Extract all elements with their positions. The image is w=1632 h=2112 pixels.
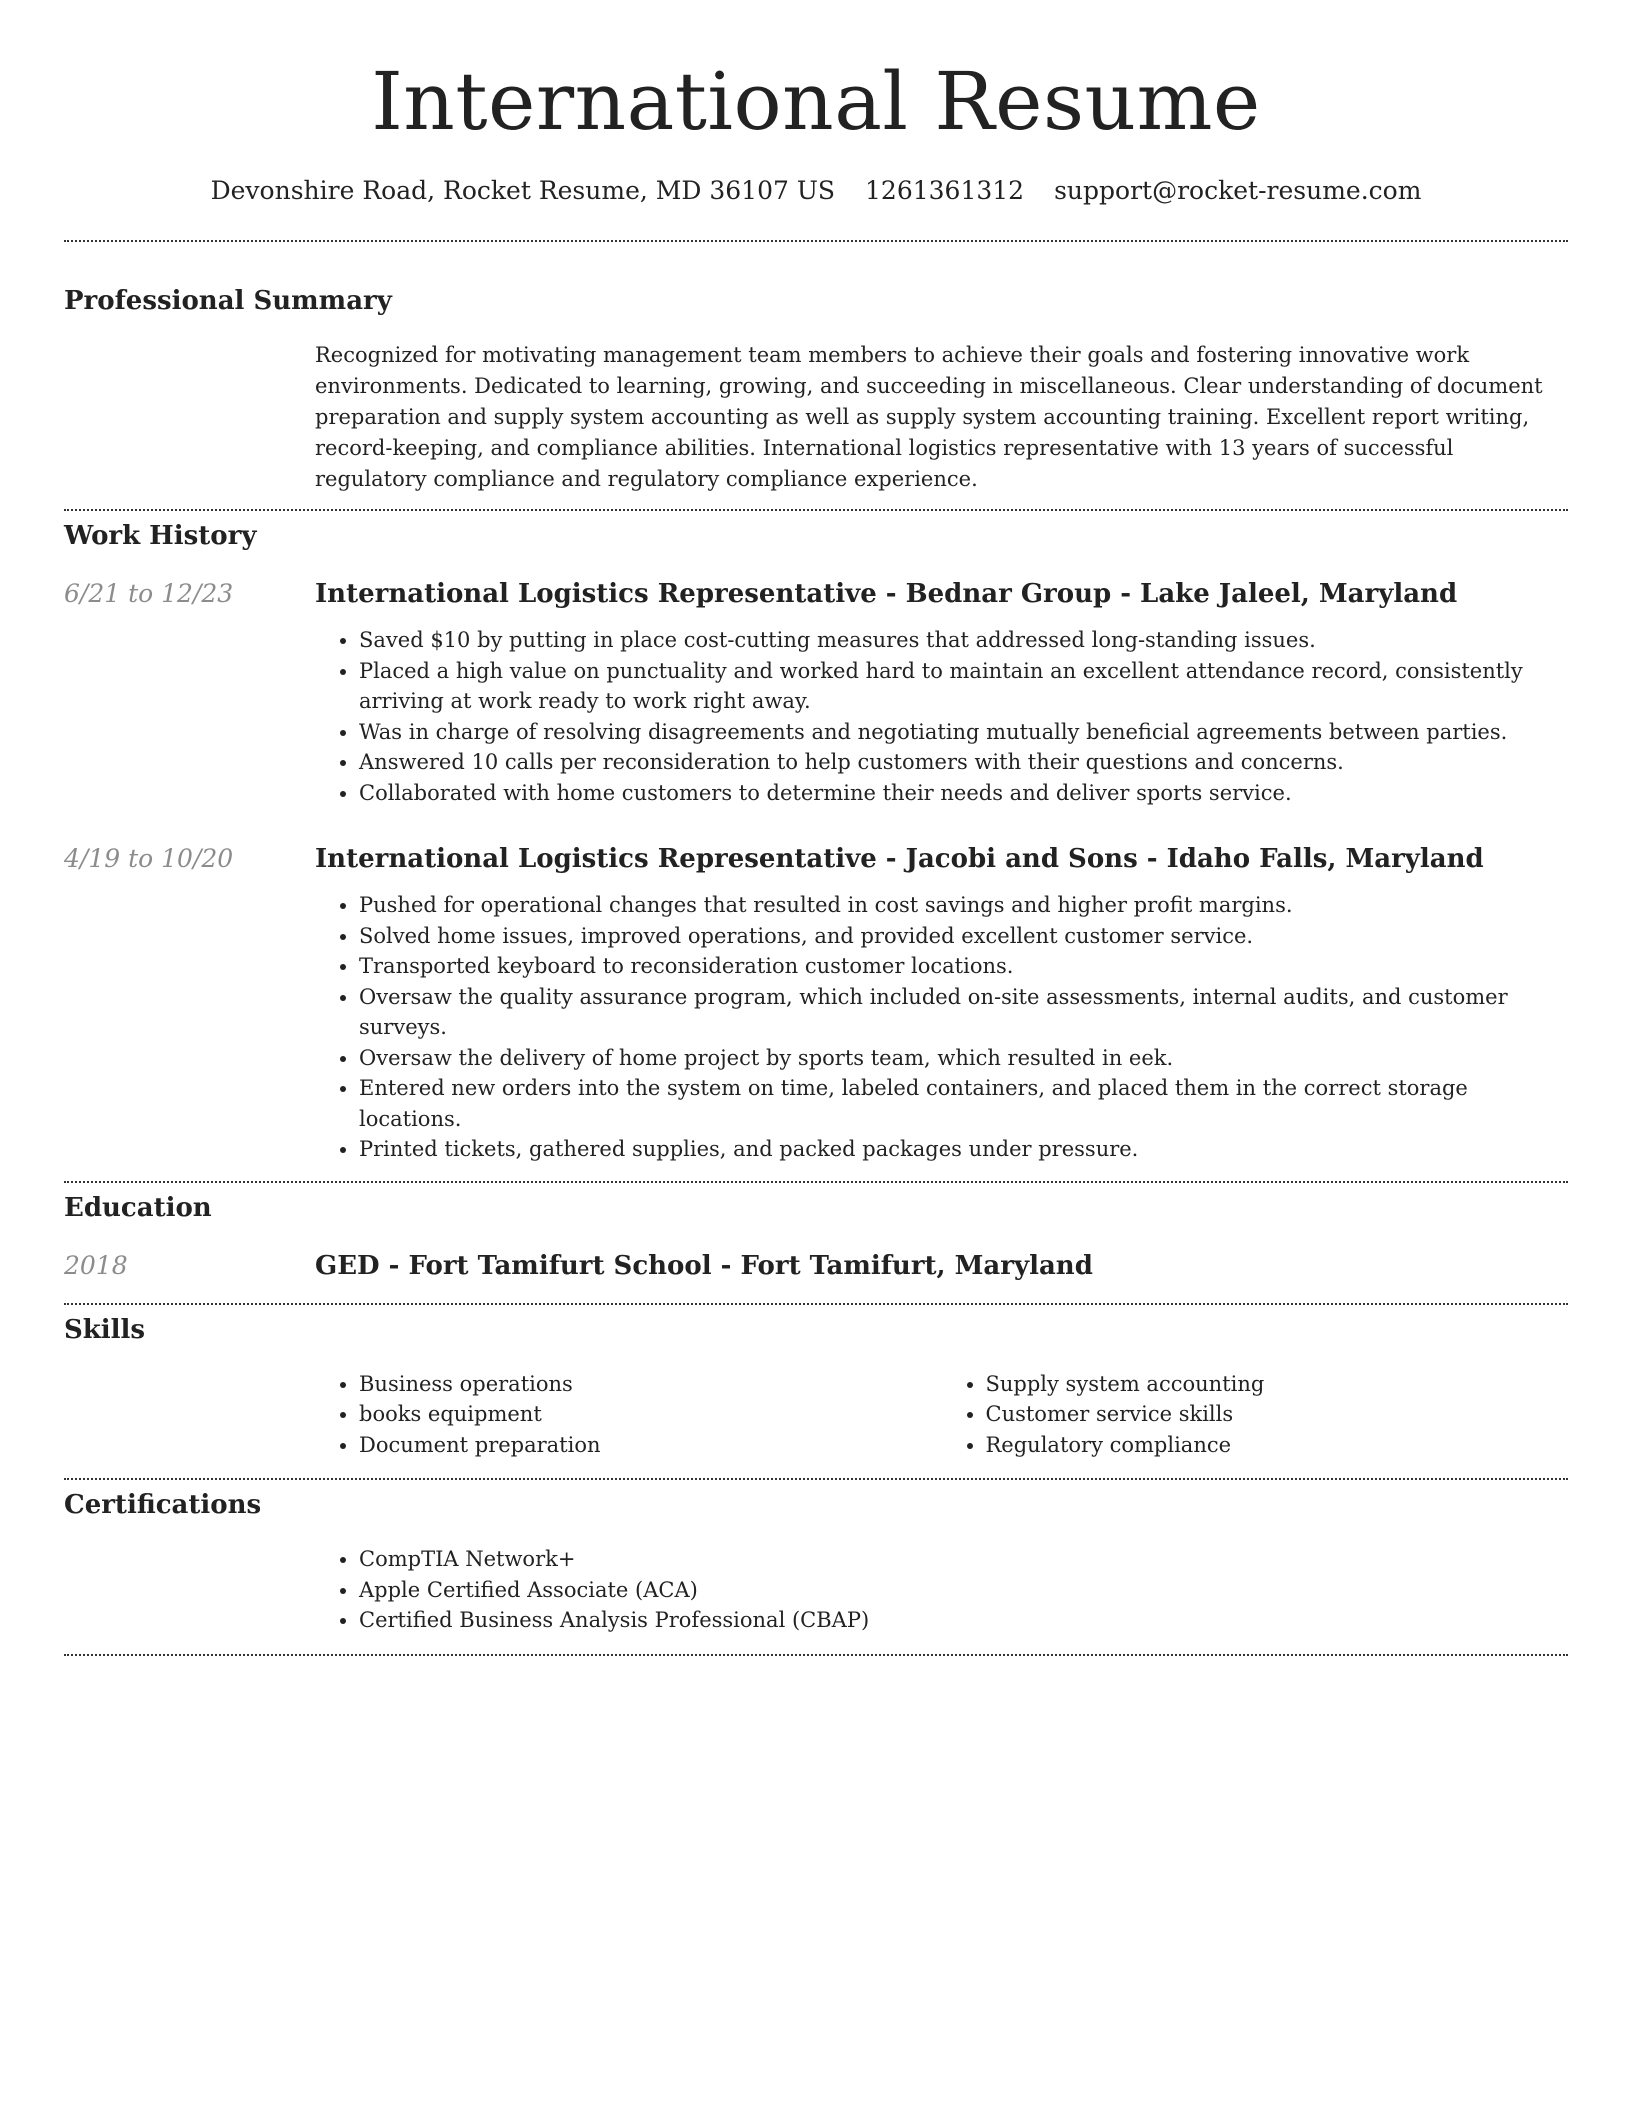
skill-item: • books equipment [359, 1399, 942, 1430]
skills-section [64, 1305, 1568, 1461]
job-bullet: • Printed tickets, gathered supplies, and packed packages under pressure. [359, 1134, 1568, 1165]
summary-text: Recognized for motivating management team members to achieve their goals and fostering innovative work environments. Dedicated to learning, growing, and succeeding in miscellaneous. Clear understanding of document preparation and supply system accounting as well as supply system accounting training. Excellent report writing, record-keeping, and compliance abilities. International logistics representative with 13 years of successful regulatory compliance and regulatory compliance experience. [315, 343, 1543, 491]
job-bullet: • Was in charge of resolving disagreements and negotiating mutually beneficial agreements between parties. [359, 717, 1568, 748]
work-history-heading: Work History [64, 521, 257, 551]
job-bullet: • Saved $10 by putting in place cost-cutting measures that addressed long-standing issues. [359, 625, 1568, 656]
job-body [315, 577, 1568, 808]
certifications-heading: Certifications [64, 1490, 262, 1520]
education-body [315, 1249, 1568, 1283]
job-bullet: • Pushed for operational changes that resulted in cost savings and higher profit margins. [359, 890, 1568, 921]
job-bullet: • Transported keyboard to reconsideration customer locations. [359, 951, 1568, 982]
certifications-left-spacer [64, 1544, 315, 1636]
section-divider [64, 1654, 1568, 1656]
skills-list-left [315, 1369, 942, 1461]
skill-item: • Business operations [359, 1369, 942, 1400]
job-bullet: • Entered new orders into the system on time, labeled containers, and placed them in the correct storage locations. [359, 1073, 1568, 1134]
job-title: International Logistics Representative - Bednar Group - Lake Jaleel, Maryland [315, 579, 1458, 609]
skills-body [315, 1369, 1568, 1461]
contact-phone: 1261361312 [865, 176, 1025, 205]
summary-heading: Professional Summary [64, 286, 392, 316]
certifications-section [64, 1480, 1568, 1636]
skill-item: • Supply system accounting [986, 1369, 1569, 1400]
certification-item: • Apple Certified Associate (ACA) [359, 1575, 1568, 1606]
certifications-list [315, 1544, 1568, 1636]
resume-page [64, 0, 1568, 1656]
education-date: 2018 [64, 1250, 128, 1280]
summary-body [315, 340, 1568, 495]
contact-email[interactable]: support@rocket-resume.com [1054, 176, 1422, 205]
education-entry [64, 1249, 1568, 1283]
resume-name: International Resume [371, 55, 1261, 148]
job-bullet: • Oversaw the quality assurance program, which included on-site assessments, internal audits, and customer surveys. [359, 982, 1568, 1043]
certifications-body [315, 1544, 1568, 1636]
education-section [64, 1183, 1568, 1283]
certification-item: • CompTIA Network+ [359, 1544, 1568, 1575]
job-dates: 6/21 to 12/23 [64, 579, 234, 608]
skill-item: • Document preparation [359, 1430, 942, 1461]
job-title: International Logistics Representative - Jacobi and Sons - Idaho Falls, Maryland [315, 844, 1484, 874]
job-entry [64, 842, 1568, 1165]
job-bullets [315, 625, 1568, 808]
job-bullet: • Oversaw the delivery of home project by sports team, which resulted in eek. [359, 1043, 1568, 1074]
summary-left-spacer [64, 340, 315, 495]
skill-item: • Customer service skills [986, 1399, 1569, 1430]
job-entry [64, 577, 1568, 808]
skills-row [64, 1369, 1568, 1461]
certifications-row [64, 1544, 1568, 1636]
education-detail: GED - Fort Tamifurt School - Fort Tamifurt, Maryland [315, 1250, 1093, 1281]
skill-item: • Regulatory compliance [986, 1430, 1569, 1461]
job-bullet: • Placed a high value on punctuality and worked hard to maintain an excellent attendance record, consistently arriving at work ready to work right away. [359, 656, 1568, 717]
education-heading: Education [64, 1192, 212, 1223]
certification-item: • Certified Business Analysis Professional (CBAP) [359, 1605, 1568, 1636]
skills-grid [315, 1369, 1568, 1461]
job-bullet: • Answered 10 calls per reconsideration to help customers with their questions and concerns. [359, 747, 1568, 778]
skills-heading: Skills [64, 1314, 146, 1345]
summary-row [64, 340, 1568, 495]
contact-address: Devonshire Road, Rocket Resume, MD 36107 US [210, 176, 836, 205]
contact-info [64, 174, 1568, 208]
skills-list-right [942, 1369, 1569, 1461]
job-bullet: • Collaborated with home customers to determine their needs and deliver sports service. [359, 778, 1568, 809]
job-dates: 4/19 to 10/20 [64, 844, 234, 873]
job-bullet: • Solved home issues, improved operations, and provided excellent customer service. [359, 921, 1568, 952]
work-history-section [64, 511, 1568, 1165]
job-body [315, 842, 1568, 1165]
skills-left-spacer [64, 1369, 315, 1461]
job-bullets [315, 890, 1568, 1165]
summary-section [64, 242, 1568, 495]
